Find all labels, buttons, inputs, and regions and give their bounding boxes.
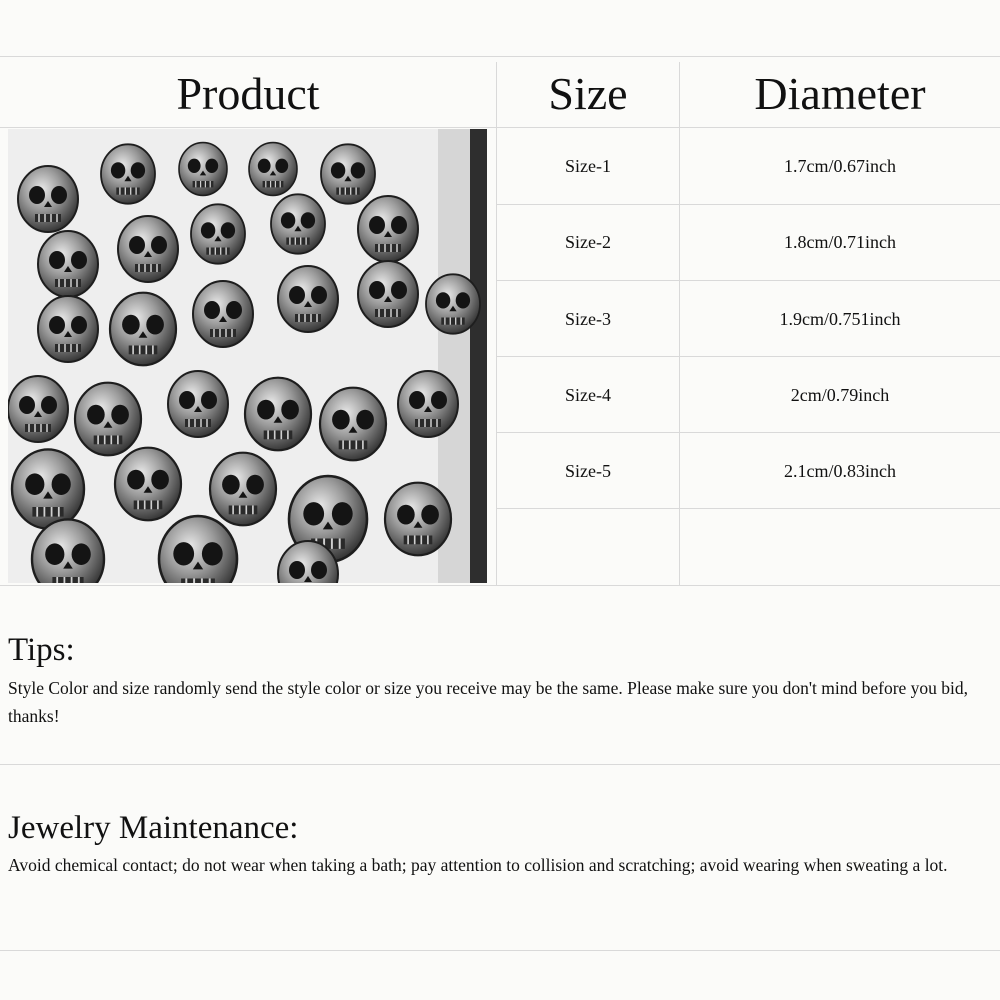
skull-ring-icon (385, 483, 451, 556)
diameter-cell-2: 1.8cm/0.71inch (784, 232, 896, 252)
skull-ring-icon (320, 388, 386, 461)
section-divider (0, 764, 1000, 765)
skull-ring-icon (193, 281, 253, 347)
tips-title: Tips: (8, 632, 75, 668)
table-top-border (0, 56, 1000, 57)
skull-ring-icon (18, 166, 78, 232)
skull-ring-icon (358, 196, 418, 262)
maintenance-body: Avoid chemical contact; do not wear when taking a bath; pay attention to collision and scratching; avoid wearing when sweating a lot. (8, 855, 948, 875)
skull-ring-icon (278, 266, 338, 332)
header-divider (0, 127, 1000, 128)
skull-ring-icon (321, 144, 375, 203)
size-cell-1: Size-1 (565, 156, 611, 176)
header-diameter: Diameter (754, 68, 926, 119)
size-cell-2: Size-2 (565, 232, 611, 252)
table-bottom-border (0, 585, 1000, 586)
skull-ring-icon (398, 371, 458, 437)
skull-ring-icon (249, 143, 297, 196)
skull-ring-icon (191, 204, 245, 263)
skull-ring-icon (12, 449, 84, 528)
diameter-cell-1: 1.7cm/0.67inch (784, 156, 896, 176)
row-divider (497, 204, 1000, 205)
skull-ring-icon (38, 296, 98, 362)
skull-ring-icon (358, 261, 418, 327)
size-cell-5: Size-5 (565, 461, 611, 481)
row-divider (497, 432, 1000, 433)
diameter-cell-4: 2cm/0.79inch (790, 385, 890, 405)
skull-ring-icon (8, 376, 68, 442)
size-cell-4: Size-4 (565, 385, 611, 405)
diameter-cell-3: 1.9cm/0.751inch (779, 309, 901, 329)
row-divider (497, 508, 1000, 509)
diameter-cell-5: 2.1cm/0.83inch (784, 461, 896, 481)
maintenance-title: Jewelry Maintenance: (8, 810, 299, 846)
skull-ring-icon (118, 216, 178, 282)
header-product: Product (176, 68, 320, 119)
skull-ring-icon (168, 371, 228, 437)
skull-ring-icon (115, 448, 181, 521)
skull-ring-icon (38, 231, 98, 297)
section-divider (0, 950, 1000, 951)
skull-ring-icon (210, 453, 276, 526)
skull-ring-icon (101, 144, 155, 203)
skull-ring-icon (245, 378, 311, 451)
skull-ring-icon (75, 383, 141, 456)
product-photo (8, 129, 487, 583)
size-cell-3: Size-3 (565, 309, 611, 329)
header-size: Size (548, 68, 628, 119)
tips-body: Style Color and size randomly send the style color or size you receive may be the same. Please make sure you don't mind before you bid, thanks! (8, 678, 969, 726)
row-divider (497, 356, 1000, 357)
skull-ring-icon (179, 143, 227, 196)
row-divider (497, 280, 1000, 281)
skull-ring-icon (271, 194, 325, 253)
skull-ring-icon (110, 293, 176, 366)
skull-ring-icon (426, 274, 480, 333)
